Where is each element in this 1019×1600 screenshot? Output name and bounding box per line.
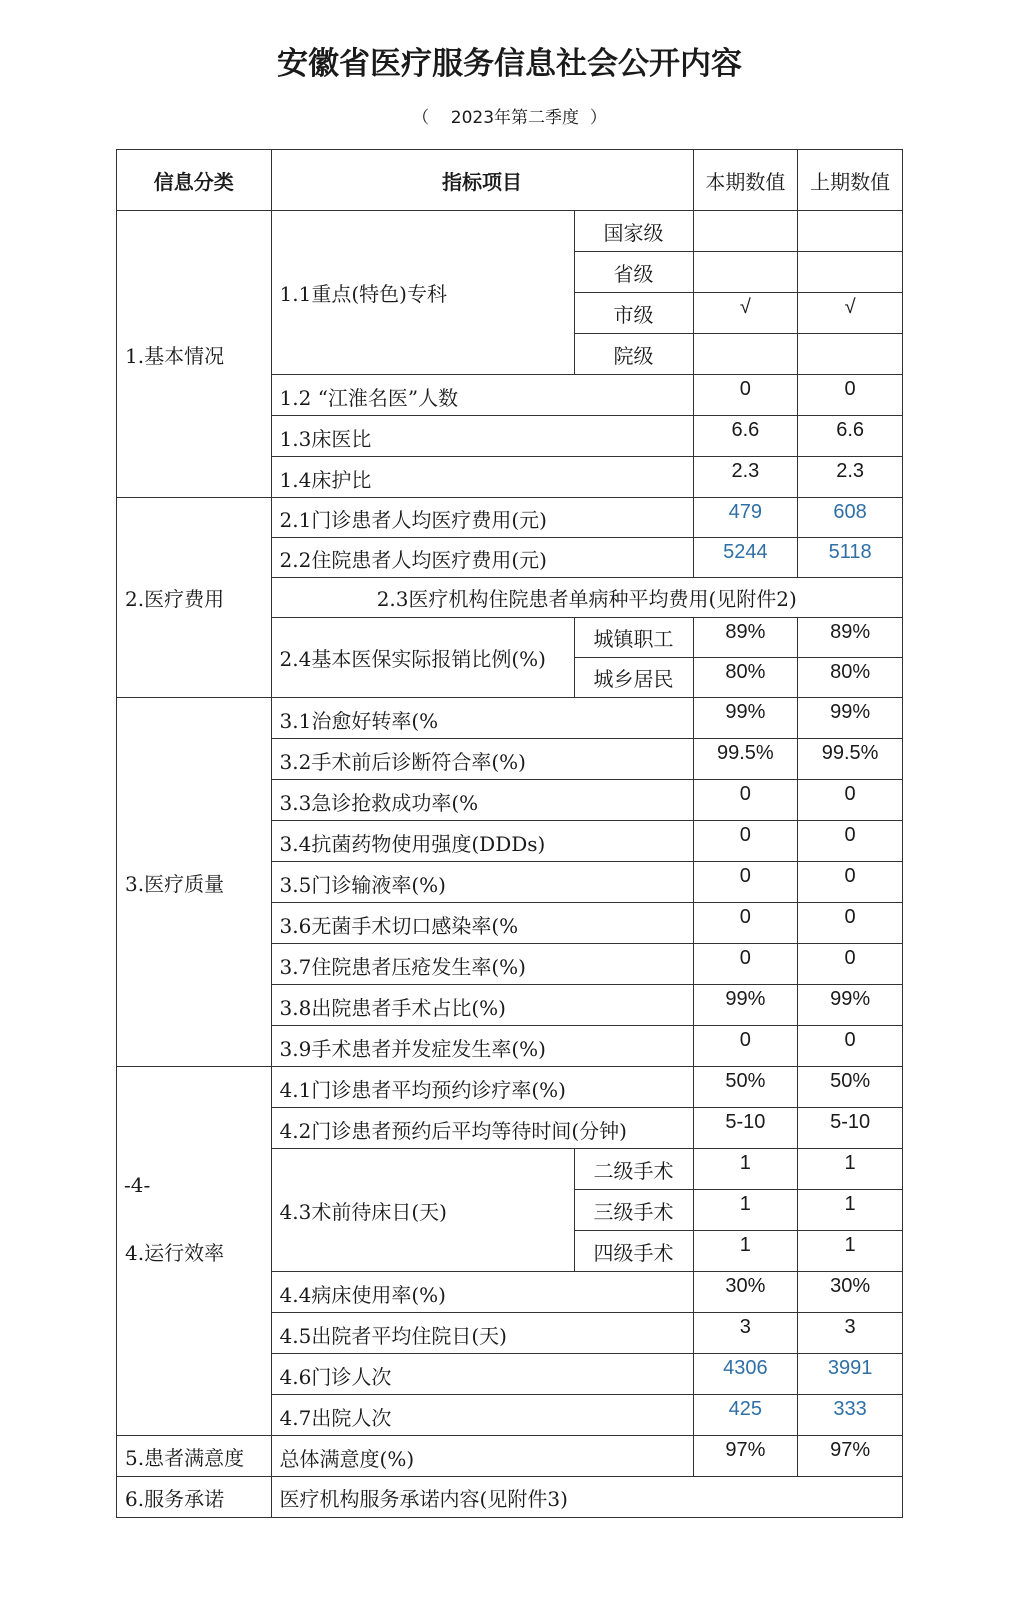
current-value: 0 bbox=[693, 1026, 798, 1067]
previous-value: 1 bbox=[798, 1231, 903, 1272]
item-label: 3.5门诊输液率(%) bbox=[271, 862, 693, 903]
previous-value: 99% bbox=[798, 985, 903, 1026]
item-label: 3.4抗菌药物使用强度(DDDs) bbox=[271, 821, 693, 862]
category-cost: 2.医疗费用 bbox=[117, 498, 272, 698]
current-value: 5-10 bbox=[693, 1108, 798, 1149]
previous-value bbox=[798, 211, 903, 252]
item-label: 3.1治愈好转率(% bbox=[271, 698, 693, 739]
item-label: 1.4床护比 bbox=[271, 457, 693, 498]
sub-label: 城镇职工 bbox=[574, 618, 693, 658]
item-label: 1.3床医比 bbox=[271, 416, 693, 457]
sub-label: 院级 bbox=[574, 334, 693, 375]
sub-label: 省级 bbox=[574, 252, 693, 293]
previous-value: 0 bbox=[798, 821, 903, 862]
disclosure-table bbox=[116, 149, 903, 1518]
current-value: 0 bbox=[693, 780, 798, 821]
current-value: 97% bbox=[693, 1436, 798, 1477]
current-value bbox=[693, 334, 798, 375]
item-label: 3.3急诊抢救成功率(% bbox=[271, 780, 693, 821]
previous-value: 333 bbox=[798, 1395, 903, 1436]
current-value bbox=[693, 211, 798, 252]
item-label: 3.8出院患者手术占比(%) bbox=[271, 985, 693, 1026]
item-label: 4.6门诊人次 bbox=[271, 1354, 693, 1395]
page-title: 安徽省医疗服务信息社会公开内容 bbox=[277, 46, 742, 82]
previous-value: 0 bbox=[798, 780, 903, 821]
current-value: 0 bbox=[693, 903, 798, 944]
previous-value: 0 bbox=[798, 1026, 903, 1067]
item-label: 2.1门诊患者人均医疗费用(元) bbox=[271, 498, 693, 538]
previous-value: 5118 bbox=[798, 538, 903, 578]
item-label: 4.1门诊患者平均预约诊疗率(%) bbox=[271, 1067, 693, 1108]
previous-value: 0 bbox=[798, 903, 903, 944]
current-value: 1 bbox=[693, 1149, 798, 1190]
item-label: 2.4基本医保实际报销比例(%) bbox=[271, 618, 574, 698]
item-label: 2.3医疗机构住院患者单病种平均费用(见附件2) bbox=[271, 578, 902, 618]
item-label: 3.2手术前后诊断符合率(%) bbox=[271, 739, 693, 780]
previous-value: 99% bbox=[798, 698, 903, 739]
previous-value: 1 bbox=[798, 1149, 903, 1190]
sub-label: 城乡居民 bbox=[574, 658, 693, 698]
previous-value: 0 bbox=[798, 944, 903, 985]
previous-value: 89% bbox=[798, 618, 903, 658]
sub-label: 四级手术 bbox=[574, 1231, 693, 1272]
category-satisfaction: 5.患者满意度 bbox=[117, 1436, 272, 1477]
item-label: 4.2门诊患者预约后平均等待时间(分钟) bbox=[271, 1108, 693, 1149]
header-category: 信息分类 bbox=[117, 150, 272, 211]
previous-value: 2.3 bbox=[798, 457, 903, 498]
header-row bbox=[117, 150, 903, 211]
category-label: 4.运行效率 bbox=[125, 1240, 225, 1265]
current-value: 425 bbox=[693, 1395, 798, 1436]
sub-label: 二级手术 bbox=[574, 1149, 693, 1190]
current-value: √ bbox=[693, 293, 798, 334]
table-row bbox=[117, 698, 903, 739]
previous-value: 1 bbox=[798, 1190, 903, 1231]
item-label: 1.2 “江淮名医”人数 bbox=[271, 375, 693, 416]
current-value: 2.3 bbox=[693, 457, 798, 498]
current-value: 89% bbox=[693, 618, 798, 658]
current-value: 0 bbox=[693, 821, 798, 862]
item-label: 3.6无菌手术切口感染率(% bbox=[271, 903, 693, 944]
current-value: 3 bbox=[693, 1313, 798, 1354]
table-row bbox=[117, 211, 903, 252]
item-label: 3.7住院患者压疮发生率(%) bbox=[271, 944, 693, 985]
category-efficiency bbox=[117, 1067, 272, 1436]
table-row bbox=[117, 1477, 903, 1518]
current-value: 1 bbox=[693, 1231, 798, 1272]
current-value: 99.5% bbox=[693, 739, 798, 780]
previous-value bbox=[798, 252, 903, 293]
sub-label: 三级手术 bbox=[574, 1190, 693, 1231]
table-row bbox=[117, 1067, 903, 1108]
previous-value: 30% bbox=[798, 1272, 903, 1313]
previous-value: 3 bbox=[798, 1313, 903, 1354]
item-label: 4.7出院人次 bbox=[271, 1395, 693, 1436]
category-basic: 1.基本情况 bbox=[117, 211, 272, 498]
previous-value: 0 bbox=[798, 862, 903, 903]
item-label: 4.3术前待床日(天) bbox=[271, 1149, 574, 1272]
previous-value: 0 bbox=[798, 375, 903, 416]
current-value: 99% bbox=[693, 698, 798, 739]
previous-value: 3991 bbox=[798, 1354, 903, 1395]
item-label: 3.9手术患者并发症发生率(%) bbox=[271, 1026, 693, 1067]
previous-value: 5-10 bbox=[798, 1108, 903, 1149]
current-value: 50% bbox=[693, 1067, 798, 1108]
table-row bbox=[117, 498, 903, 538]
previous-value: √ bbox=[798, 293, 903, 334]
previous-value: 97% bbox=[798, 1436, 903, 1477]
header-current: 本期数值 bbox=[693, 150, 798, 211]
previous-value: 6.6 bbox=[798, 416, 903, 457]
table-row bbox=[117, 1436, 903, 1477]
item-label: 医疗机构服务承诺内容(见附件3) bbox=[271, 1477, 902, 1518]
item-label: 2.2住院患者人均医疗费用(元) bbox=[271, 538, 693, 578]
current-value: 99% bbox=[693, 985, 798, 1026]
current-value: 1 bbox=[693, 1190, 798, 1231]
page-number-mark: -4- bbox=[124, 1173, 151, 1197]
previous-value: 608 bbox=[798, 498, 903, 538]
sub-label: 国家级 bbox=[574, 211, 693, 252]
previous-value: 80% bbox=[798, 658, 903, 698]
category-commitment: 6.服务承诺 bbox=[117, 1477, 272, 1518]
current-value: 80% bbox=[693, 658, 798, 698]
previous-value: 99.5% bbox=[798, 739, 903, 780]
current-value: 479 bbox=[693, 498, 798, 538]
current-value: 0 bbox=[693, 862, 798, 903]
current-value bbox=[693, 252, 798, 293]
current-value: 30% bbox=[693, 1272, 798, 1313]
header-item: 指标项目 bbox=[271, 150, 693, 211]
current-value: 4306 bbox=[693, 1354, 798, 1395]
previous-value bbox=[798, 334, 903, 375]
previous-value: 50% bbox=[798, 1067, 903, 1108]
current-value: 0 bbox=[693, 375, 798, 416]
current-value: 6.6 bbox=[693, 416, 798, 457]
item-label: 1.1重点(特色)专科 bbox=[271, 211, 574, 375]
item-label: 4.5出院者平均住院日(天) bbox=[271, 1313, 693, 1354]
item-label: 4.4病床使用率(%) bbox=[271, 1272, 693, 1313]
current-value: 0 bbox=[693, 944, 798, 985]
item-label: 总体满意度(%) bbox=[271, 1436, 693, 1477]
page-subtitle: （ 2023年第二季度 ） bbox=[412, 108, 607, 128]
category-quality: 3.医疗质量 bbox=[117, 698, 272, 1067]
sub-label: 市级 bbox=[574, 293, 693, 334]
current-value: 5244 bbox=[693, 538, 798, 578]
header-previous: 上期数值 bbox=[798, 150, 903, 211]
